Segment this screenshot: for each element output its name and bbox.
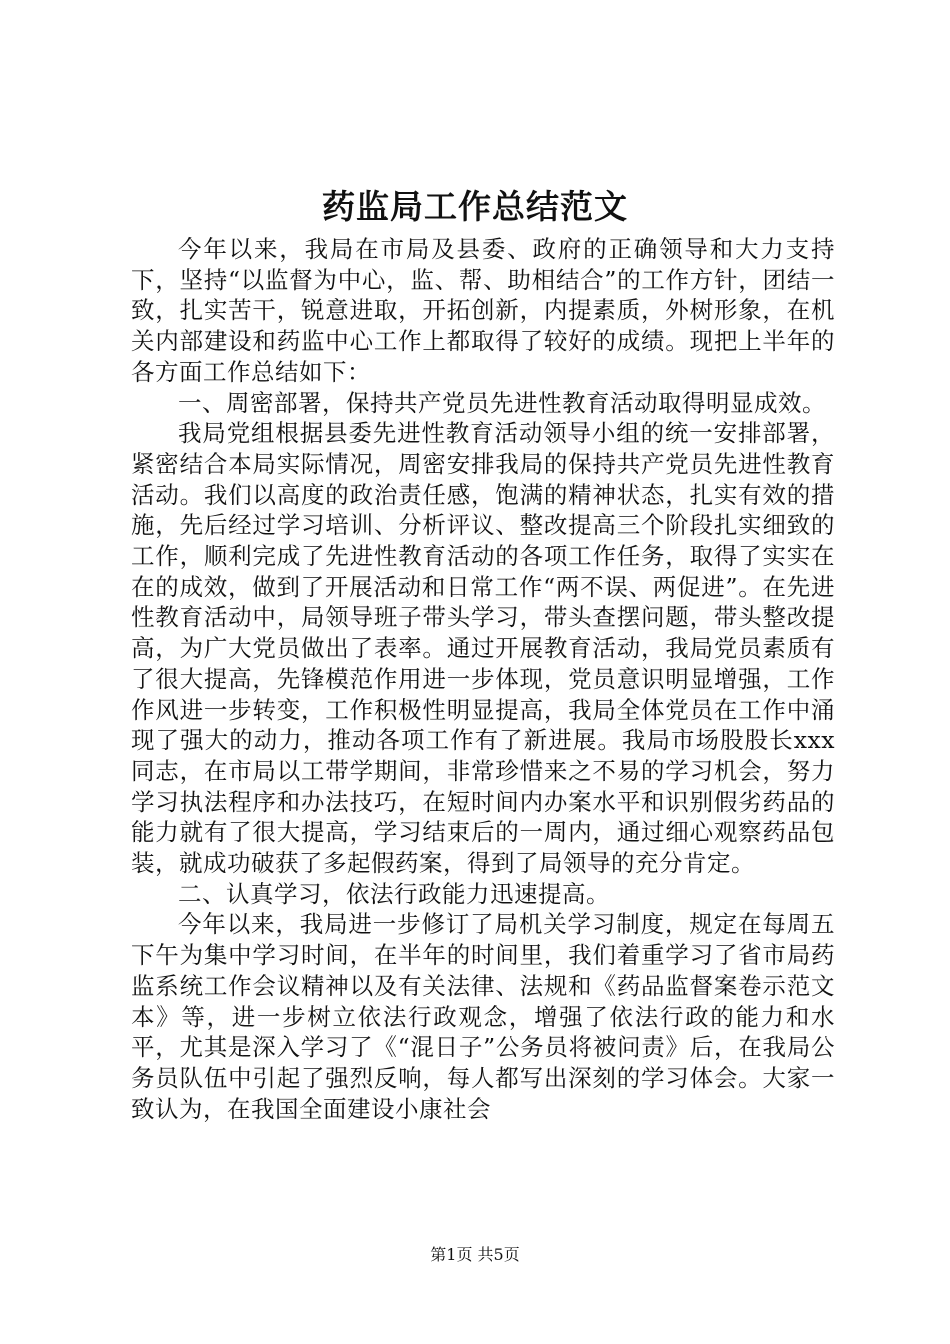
section-heading-2: 二、认真学习，依法行政能力迅速提高。: [178, 879, 610, 908]
paragraph-intro: 今年以来，我局在市局及县委、政府的正确领导和大力支持下，坚持“以监督为中心，监、帮、助相结合”的工作方针，团结一致，扎实苦干，锐意进取，开拓创新，内提素质，外树形象，在机关内部建设和药监中心工作上都取得了较好的成绩。现把上半年的各方面工作总结如下：: [131, 235, 835, 386]
document-body: [131, 234, 835, 1124]
section-heading-1: 一、周密部署，保持共产党员先进性教育活动取得明显成效。: [178, 388, 826, 417]
page-number-footer: 第1页 共5页: [430, 1245, 520, 1264]
document-title: 药监局工作总结范文: [322, 187, 628, 226]
paragraph-section-1: 我局党组根据县委先进性教育活动领导小组的统一安排部署，紧密结合本局实际情况，周密安排我局的保持共产党员先进性教育活动。我们以高度的政治责任感，饱满的精神状态，扎实有效的措施，先后经过学习培训、分析评议、整改提高三个阶段扎实细致的工作，顺利完成了先进性教育活动的各项工作任务，取得了实实在在的成效，做到了开展活动和日常工作“两不误、两促进”。在先进性教育活动中，局领导班子带头学习，带头查摆问题，带头整改提高，为广大党员做出了表率。通过开展教育活动，我局党员素质有了很大提高，先锋模范作用进一步体现，党员意识明显增强，工作作风进一步转变，工作积极性明显提高，我局全体党员在工作中涌现了强大的动力，推动各项工作有了新进展。我局市场股股长xxx同志，在市局以工带学期间，非常珍惜来之不易的学习机会，努力学习执法程序和办法技巧，在短时间内办案水平和识别假劣药品的能力就有了很大提高，学习结束后的一周内，通过细心观察药品包装，就成功破获了多起假药案，得到了局领导的充分肯定。: [131, 419, 835, 878]
paragraph-section-2: 今年以来，我局进一步修订了局机关学习制度，规定在每周五下午为集中学习时间，在半年的时间里，我们着重学习了省市局药监系统工作会议精神以及有关法律、法规和《药品监督案卷示范文本》等，进一步树立依法行政观念，增强了依法行政的能力和水平，尤其是深入学习了《“混日子”公务员将被问责》后，在我局公务员队伍中引起了强烈反响，每人都写出深刻的学习体会。大家一致认为，在我国全面建设小康社会: [131, 910, 835, 1123]
